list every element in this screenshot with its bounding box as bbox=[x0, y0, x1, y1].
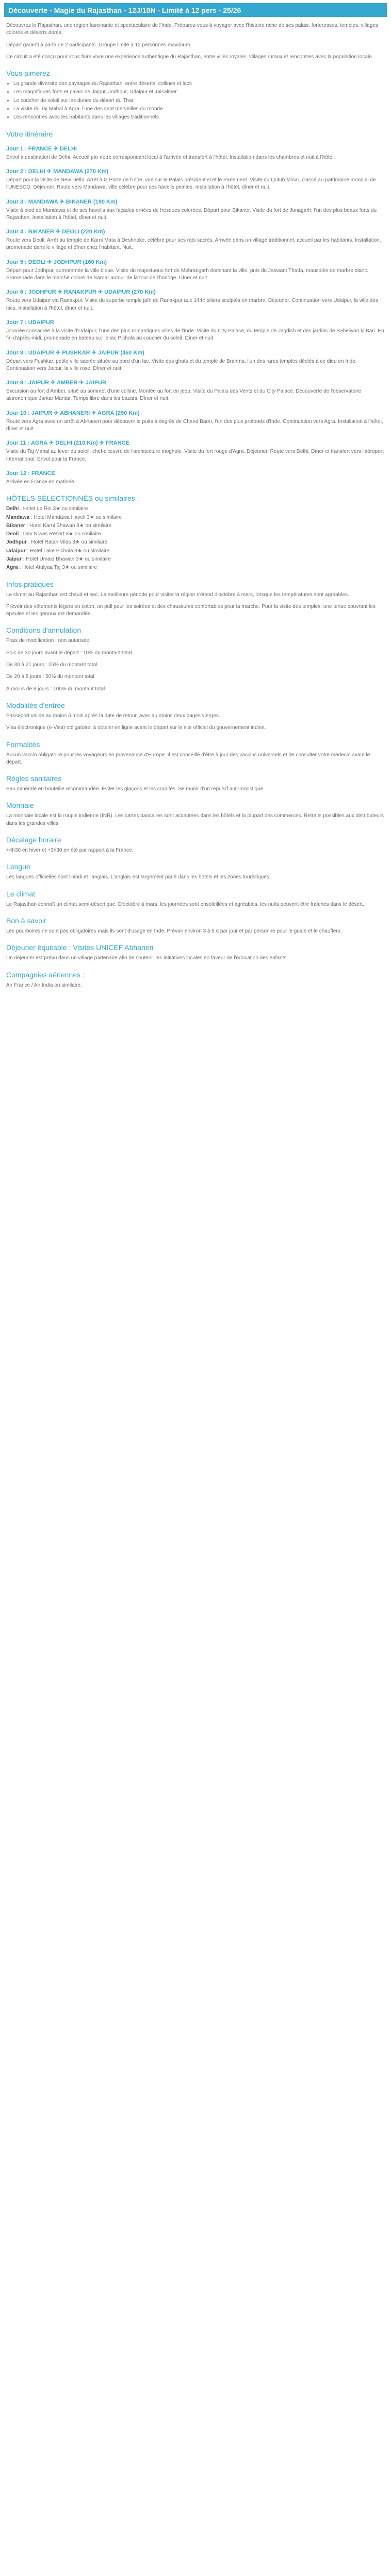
info-title: Déjeuner équitable : Visites UNICEF Abhaneri bbox=[6, 943, 154, 952]
hotel-row: Delhi : Hotel Le Roi 3★ ou similaire bbox=[6, 506, 88, 512]
info-paragraph: Les langues officielles sont l'hindi et l'anglais. L'anglais est largement parlé dans les hôtels et les zones touristiques. bbox=[6, 874, 271, 880]
day-title: Jour 4 : BIKANER ✈ DEOLI (220 Km) bbox=[6, 229, 105, 235]
info-title: Bon à savoir bbox=[6, 916, 46, 925]
hotel-city: Delhi bbox=[6, 506, 19, 512]
info-section bbox=[6, 890, 385, 908]
day-block bbox=[6, 410, 385, 433]
day-block bbox=[6, 470, 385, 486]
day-text: Arrivée en France en matinée. bbox=[6, 479, 76, 485]
day-title: Jour 9 : JAIPUR ✈ AMBER ✈ JAIPUR bbox=[6, 380, 107, 386]
hotel-row: Mandawa : Hotel Mandawa Haveli 3★ ou similaire bbox=[6, 514, 122, 520]
day-block bbox=[6, 379, 385, 403]
day-title: Jour 10 : JAIPUR ✈ ABHANERI ✈ AGRA (250 Km) bbox=[6, 410, 140, 416]
info-section bbox=[6, 774, 385, 793]
info-paragraph: À moins de 8 jours : 100% du montant total bbox=[6, 686, 105, 692]
intro bbox=[6, 22, 385, 61]
hotel-row: Agra : Hotel Atulyaa Taj 3★ ou similaire bbox=[6, 565, 97, 571]
intro-paragraph: Départ garanti à partir de 2 participants. Groupe limité à 12 personnes maximum. bbox=[6, 42, 192, 48]
info-paragraph: Un déjeuner est prévu dans un village partenaire afin de soutenir les initiatives locales en faveur de l'éducation des enfants. bbox=[6, 955, 288, 961]
info-paragraph: Aucun vaccin obligatoire pour les voyageurs en provenance d'Europe. Il est conseillé d'être à jour des vaccins universels et de consulter votre médecin avant le départ. bbox=[6, 752, 370, 765]
info-title: Modalités d'entrée bbox=[6, 701, 65, 709]
hotel-name: Hotel Lake Pichola 3★ ou similaire bbox=[30, 548, 110, 554]
info-paragraph: Plus de 30 jours avant le départ : 10% du montant total bbox=[6, 650, 132, 656]
section-title-vous-aimerez: Vous aimerez bbox=[6, 69, 50, 78]
info-title: Monnaie bbox=[6, 801, 34, 810]
day-title: Jour 11 : AGRA ✈ DELHI (210 Km) ✈ FRANCE bbox=[6, 440, 129, 447]
day-title: Jour 8 : UDAIPUR ✈ PUSHKAR ✈ JAIPUR (460 Km) bbox=[6, 349, 144, 356]
day-title: Jour 12 : FRANCE bbox=[6, 470, 55, 477]
day-text: Journée consacrée à la visite d'Udaipur, l'une des plus romantiques villes de l'Inde. Visite du City Palace, du temple de Jagdish et des jardins de Saheliyon ki Bari. En fin d'après-midi, promenade en bateau sur le lac Pichola au coucher du soleil. Dîner et nuit. bbox=[6, 328, 384, 342]
hotel-row: Deoli : Dev Niwas Resort 3★ ou similaire bbox=[6, 531, 101, 537]
hotel-city: Jodhpur bbox=[6, 539, 27, 546]
hotel-city: Agra bbox=[6, 565, 18, 571]
hotel-city: Bikaner bbox=[6, 522, 25, 529]
highlight-item: • Les magnifiques forts et palais de Jaipur, Jodhpur, Udaipur et Jaisalmer bbox=[13, 89, 385, 96]
day-block bbox=[6, 145, 385, 161]
day-text: Excursion au fort d'Amber, situé au sommet d'une colline. Montée au fort en jeep. Visite du Palais des Vents et du City Palace. Découverte de l'observatoire astronomique Jantar Mantar. Temps libre dans les bazars. Dîner et nuit. bbox=[6, 388, 362, 402]
hotel-row: Bikaner : Hotel Karni Bhawan 3★ ou similaire bbox=[6, 522, 112, 529]
hotel-row: Udaipur : Hotel Lake Pichola 3★ ou similaire bbox=[6, 548, 110, 554]
highlight-item: • Les rencontres avec les habitants dans les villages traditionnels bbox=[13, 114, 385, 121]
hotel-row: Jaipur : Hotel Umaid Bhawan 3★ ou similaire bbox=[6, 556, 111, 562]
hotel-name: Hotel Le Roi 3★ ou similaire bbox=[23, 506, 88, 512]
day-block bbox=[6, 259, 385, 282]
info-paragraph: Les pourboires ne sont pas obligatoires mais ils sont d'usage en Inde. Prévoir environ 3 à 5 € par jour et par personne pour le guide et le chauffeur. bbox=[6, 928, 342, 934]
day-title: Jour 2 : DELHI ✈ MANDAWA (270 Km) bbox=[6, 168, 109, 175]
day-block bbox=[6, 168, 385, 192]
info-paragraph: Visa électronique (e-Visa) obligatoire, à obtenir en ligne avant le départ sur le site officiel du gouvernement indien. bbox=[6, 725, 266, 731]
day-title: Jour 7 : UDAIPUR bbox=[6, 319, 54, 326]
highlight-item: • La grande diversité des paysages du Rajasthan, entre déserts, collines et lacs bbox=[13, 80, 385, 88]
day-text: Départ vers Pushkar, petite ville sacrée située au bord d'un lac. Visite des ghats et du temple de Brahma, l'un des rares temples dédiés à ce dieu en Inde. Continuation vers Jaipur, la ville rose. Dîner et nuit. bbox=[6, 358, 357, 371]
hotel-name: Hotel Atulyaa Taj 3★ ou similaire bbox=[22, 565, 97, 571]
hotel-city: Deoli bbox=[6, 531, 19, 537]
info-section bbox=[6, 971, 385, 989]
info-title: Infos pratiques bbox=[6, 580, 54, 588]
info-title: Le climat bbox=[6, 889, 36, 898]
info-paragraph: La monnaie locale est la roupie indienne (INR). Les cartes bancaires sont acceptées dans les hôtels et la plupart des commerces. Retraits possibles aux distributeurs dans les grandes villes. bbox=[6, 813, 384, 826]
info-paragraph: +4h30 en hiver et +3h30 en été par rapport à la France. bbox=[6, 848, 134, 854]
hotel-name: Hotel Karni Bhawan 3★ ou similaire bbox=[29, 522, 112, 529]
day-block bbox=[6, 349, 385, 373]
day-block bbox=[6, 198, 385, 222]
intro-paragraph: Découvrez le Rajasthan, une région fascinante et spectaculaire de l'Inde. Préparez-vous à voyager avec l'histoire riche de ses palais, forteresses, temples, villages colorés et déserts dorés. bbox=[6, 23, 378, 36]
hotel-name: Hotel Ratan Vilas 3★ ou similaire bbox=[31, 539, 108, 546]
info-section bbox=[6, 801, 385, 827]
hotel-name: Dev Niwas Resort 3★ ou similaire bbox=[23, 531, 101, 537]
hotel-city: Udaipur bbox=[6, 548, 26, 554]
highlight-item: • La visite du Taj Mahal à Agra, l'une des sept merveilles du monde bbox=[13, 106, 385, 113]
info-paragraph: Eau minérale en bouteille recommandée. Éviter les glaçons et les crudités. Se munir d'un répulsif anti-moustique. bbox=[6, 786, 265, 792]
info-section bbox=[6, 862, 385, 881]
day-block bbox=[6, 439, 385, 463]
day-title: Jour 1 : FRANCE ✈ DELHI bbox=[6, 145, 77, 152]
info-paragraph: De 30 à 21 jours : 25% du montant total bbox=[6, 662, 97, 668]
day-block bbox=[6, 289, 385, 312]
info-title: Règles sanitaires bbox=[6, 774, 62, 783]
info-title: Formalités bbox=[6, 740, 40, 749]
hotels-list bbox=[6, 505, 385, 571]
hotel-name: Hotel Mandawa Haveli 3★ ou similaire bbox=[34, 514, 122, 520]
info-section bbox=[6, 740, 385, 767]
content bbox=[0, 17, 391, 1004]
day-text: Départ pour la visite de New Delhi. Arrêt à la Porte de l'Inde, vue sur le Palais présidentiel et le Parlement. Visite du Qutub Minar, classé au patrimoine mondial de l'UNESCO. Déjeuner. Route vers Mandawa, ville célèbre pour ses havelis peintes. Installation à l'hôtel, dîner et nuit. bbox=[6, 177, 376, 191]
day-text: Route vers Udaipur via Ranakpur. Visite du superbe temple jaïn de Ranakpur aux 1444 piliers sculptés en marbre. Déjeuner. Continuation vers Udaipur, la ville des lacs. Installation à l'hôtel, dîner et nuit. bbox=[6, 298, 378, 311]
title-banner bbox=[4, 3, 387, 17]
day-block bbox=[6, 228, 385, 252]
page-title: Découverte - Magie du Rajasthan - 12J/10N - Limité à 12 pers - 25/26 bbox=[8, 6, 241, 14]
day-text: Visite à pied de Mandawa et de ses havelis aux façades ornées de fresques colorées. Départ pour Bikaner. Visite du fort de Junagarh, l'un des plus beaux forts du Rajasthan. Installation à l'hôtel, dîner et nuit. bbox=[6, 207, 377, 221]
info-paragraph: Air France / Air India ou similaire. bbox=[6, 982, 82, 988]
day-text: Visite du Taj Mahal au lever du soleil, chef-d'œuvre de l'architecture moghole. Visite du fort rouge d'Agra. Déjeuner. Route vers Delhi. Dîner et transfert vers l'aéroport international. Envol pour la France. bbox=[6, 449, 384, 462]
section-title-itinerary: Votre itinéraire bbox=[6, 129, 53, 138]
info-paragraph: Frais de modification : non autorisée bbox=[6, 638, 90, 644]
info-section bbox=[6, 580, 385, 618]
day-block bbox=[6, 319, 385, 343]
day-text: Départ pour Jodhpur, surnommée la ville bleue. Visite du majestueux fort de Mehrangarh dominant la ville, puis du Jaswant Thada, mausolée de marbre blanc. Promenade dans le marché coloré de Sardar autour de la tour de l'horloge. Dîner et nuit. bbox=[6, 267, 369, 281]
info-title: Langue bbox=[6, 862, 30, 871]
info-title: Décalage horaire bbox=[6, 836, 61, 844]
info-section bbox=[6, 917, 385, 935]
intro-paragraph: Ce circuit a été conçu pour vous faire vivre une expérience authentique du Rajasthan, entre villes royales, villages ruraux et rencontres avec la population locale. bbox=[6, 54, 373, 60]
day-title: Jour 5 : DEOLI ✈ JODHPUR (160 Km) bbox=[6, 259, 107, 265]
hotel-city: Mandawa bbox=[6, 514, 30, 520]
info-section bbox=[6, 626, 385, 692]
info-paragraph: Le Rajasthan connaît un climat semi-désertique. D'octobre à mars, les journées sont ensoleillées et agréables, les nuits peuvent être fraîches dans le désert. bbox=[6, 901, 364, 907]
highlights-list bbox=[6, 80, 385, 121]
day-title: Jour 6 : JODHPUR ✈ RANAKPUR ✈ UDAIPUR (270 Km) bbox=[6, 289, 156, 296]
hotel-row: Jodhpur : Hotel Ratan Vilas 3★ ou similaire bbox=[6, 539, 108, 546]
info-paragraph: Prévoir des vêtements légers en coton, un pull pour les soirées et des chaussures confortables pour la marche. Pour la visite des temples, une tenue couvrant les épaules et les genoux est demandée. bbox=[6, 603, 376, 617]
day-text: Envol à destination de Delhi. Accueil par notre correspondant local à l'arrivée et transfert à l'hôtel. Installation dans les chambres et nuit à l'hôtel. bbox=[6, 154, 335, 160]
day-text: Route vers Agra avec un arrêt à Abhaneri pour découvrir le puits à degrés de Chand Baori, l'un des plus profonds d'Inde. Continuation vers Agra. Installation à l'hôtel, dîner et nuit. bbox=[6, 418, 383, 432]
day-title: Jour 3 : MANDAWA ✈ BIKANER (190 Km) bbox=[6, 198, 118, 205]
hotel-name: Hotel Umaid Bhawan 3★ ou similaire bbox=[26, 556, 111, 562]
info-paragraph: Le climat au Rajasthan est chaud et sec. La meilleure période pour visiter la région s'étend d'octobre à mars, lorsque les températures sont agréables. bbox=[6, 591, 349, 598]
info-section bbox=[6, 943, 385, 962]
hotels-title: HÔTELS SÉLECTIONNÉS ou similaires : bbox=[6, 494, 139, 503]
highlight-item: • Le coucher de soleil sur les dunes du désert du Thar bbox=[13, 97, 385, 105]
info-paragraph: Passeport valide au moins 6 mois après la date de retour, avec au moins deux pages vierges. bbox=[6, 713, 220, 719]
info-title: Conditions d'annulation bbox=[6, 626, 82, 635]
day-text: Route vers Deoli. Arrêt au temple de Karni Mata à Deshnoke, célèbre pour ses rats sacrés. Arrivée dans un village traditionnel, accueil par les habitants. Installation, promenade dans le village et dîner chez l'habitant. Nuit. bbox=[6, 238, 381, 251]
info-section bbox=[6, 701, 385, 732]
info-section bbox=[6, 836, 385, 854]
hotel-city: Jaipur bbox=[6, 556, 22, 562]
info-title: Compagnies aériennes : bbox=[6, 970, 85, 979]
info-paragraph: De 20 à 8 jours : 50% du montant total bbox=[6, 674, 94, 680]
